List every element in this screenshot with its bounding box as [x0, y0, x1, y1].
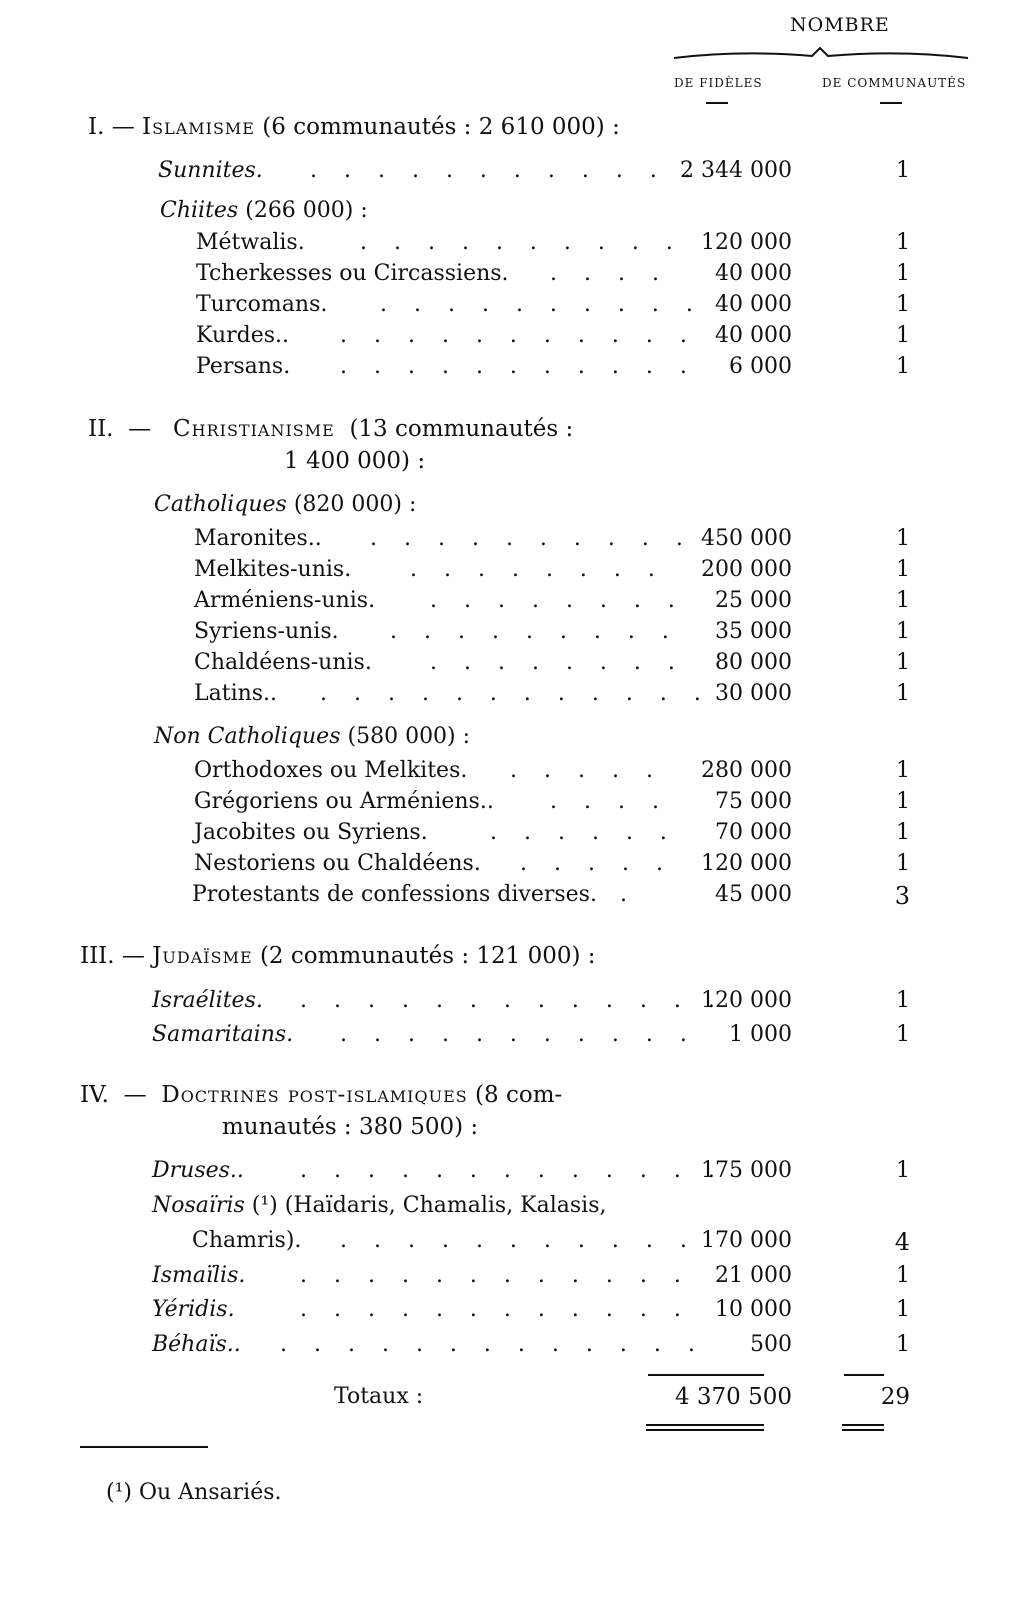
row-communautes: 1: [896, 681, 910, 706]
row-label: Chaldéens-unis.: [194, 650, 372, 675]
table-row: [0, 851, 1020, 881]
leader-dots: . . . . . . . . . . .: [340, 1228, 697, 1253]
leader-dots: . . . . . . . . .: [390, 619, 679, 644]
subgroup-detail: (820 000) :: [293, 492, 417, 517]
row-fideles: 280 000: [701, 758, 792, 783]
row-communautes: 4: [894, 1228, 910, 1256]
row-communautes: 1: [896, 1022, 910, 1047]
subgroup-heading: [0, 492, 1020, 522]
row-fideles: 120 000: [701, 230, 792, 255]
row-fideles: 6 000: [729, 354, 792, 379]
leader-dots: . . . . . . . . . . .: [340, 1022, 697, 1047]
leader-dots: . . . . . . . .: [430, 650, 685, 675]
row-label: Kurdes..: [196, 323, 290, 348]
table-row: [0, 354, 1020, 384]
column-heading-fideles: DE FIDÈLES: [674, 76, 763, 90]
leader-dots: . . . . . .: [490, 820, 677, 845]
leader-dots: . . . . .: [510, 758, 663, 783]
subgroup-heading: [0, 198, 1020, 228]
leader-dots: . . . . . . . . . . . .: [310, 158, 701, 183]
footnote-rule: [80, 1446, 208, 1448]
row-detail: (Haïdaris, Chamalis, Kalasis,: [284, 1193, 607, 1218]
row-label: Latins..: [194, 681, 278, 706]
leader-dots: . . . . .: [520, 851, 673, 876]
row-fideles: 10 000: [715, 1297, 792, 1322]
column-dash: [880, 102, 902, 104]
row-label: Turcomans.: [196, 292, 328, 317]
row-fideles: 200 000: [701, 557, 792, 582]
column-heading-communautes: DE COMMUNAUTÉS: [822, 76, 967, 90]
leader-dots: . . . . . . . . . . . . .: [300, 1158, 725, 1183]
table-row: [0, 650, 1020, 680]
table-row: [0, 820, 1020, 850]
leader-dots: . . . . . . . .: [410, 557, 665, 582]
leader-dots: . . . . . . . . . . . .: [300, 1297, 691, 1322]
subgroup-label: Catholiques: [154, 492, 287, 517]
row-label: Arméniens-unis.: [194, 588, 376, 613]
row-label: Protestants de confessions diverses.: [192, 882, 597, 907]
table-row: [0, 588, 1020, 618]
row-label: Tcherkesses ou Circassiens.: [196, 261, 509, 286]
totals-fideles: 4 370 500: [674, 1384, 792, 1410]
table-row: [0, 882, 1020, 912]
section-heading-christ-cont: 1 400 000) :: [284, 448, 426, 474]
row-communautes: 1: [896, 1158, 910, 1183]
leader-dots: . . . . . . . . . . . . .: [300, 988, 725, 1013]
row-communautes: 1: [896, 1332, 910, 1357]
table-row: [0, 292, 1020, 322]
row-label: Melkites-unis.: [194, 557, 352, 582]
row-fideles: 450 000: [701, 526, 792, 551]
table-row: [0, 988, 1020, 1018]
row-communautes: 1: [896, 1297, 910, 1322]
table-row: [0, 1228, 1020, 1258]
table-row: [0, 1297, 1020, 1327]
row-label: Israélites.: [152, 988, 263, 1013]
table-row: [0, 1332, 1020, 1362]
row-label: Syriens-unis.: [194, 619, 339, 644]
sum-rule: [844, 1374, 884, 1376]
column-dash: [706, 102, 728, 104]
row-communautes: 1: [896, 789, 910, 814]
section-heading-post-cont: munautés : 380 500) :: [222, 1114, 479, 1140]
row-communautes: 1: [896, 158, 910, 183]
row-label: Sunnites.: [158, 158, 263, 183]
table-row-head: [0, 1193, 1020, 1223]
row-label: Nestoriens ou Chaldéens.: [194, 851, 481, 876]
row-communautes: 1: [896, 650, 910, 675]
table-row: [0, 1022, 1020, 1052]
leader-dots: . . . . . . . . . . .: [340, 323, 697, 348]
row-fideles: 120 000: [701, 851, 792, 876]
row-communautes: 1: [896, 526, 910, 551]
row-fideles: 40 000: [715, 323, 792, 348]
row-label: Béhaïs..: [152, 1332, 241, 1357]
table-row: [0, 1263, 1020, 1293]
table-row: [0, 526, 1020, 556]
row-communautes: 1: [896, 851, 910, 876]
table-row: [0, 681, 1020, 711]
sum-rule: [648, 1374, 764, 1376]
row-label: Grégoriens ou Arméniens..: [194, 789, 494, 814]
section-heading-islam: I. — Islamisme (6 communautés : 2 610 000) :: [88, 114, 620, 140]
leader-dots: .: [620, 882, 637, 907]
section-heading-juda: III. — Judaïsme (2 communautés : 121 000) :: [80, 943, 596, 969]
row-label: Yéridis.: [152, 1297, 235, 1322]
row-fideles: 40 000: [715, 261, 792, 286]
leader-dots: . . . . . . . . . . . . .: [280, 1332, 705, 1357]
row-label: Nosaïris: [152, 1193, 245, 1218]
row-communautes: 1: [896, 323, 910, 348]
table-row: [0, 789, 1020, 819]
table-row: [0, 1158, 1020, 1188]
row-label: Orthodoxes ou Melkites.: [194, 758, 468, 783]
table-row: [0, 758, 1020, 788]
row-fideles: 30 000: [715, 681, 792, 706]
leader-dots: . . . . . . . . . .: [370, 526, 693, 551]
row-fideles: 120 000: [701, 988, 792, 1013]
table-row: [0, 158, 1020, 188]
row-communautes: 3: [894, 882, 910, 910]
section-heading-post: IV. — Doctrines post-islamiques (8 com-: [80, 1082, 563, 1108]
footnote-ref: (¹): [251, 1193, 278, 1218]
table-row: [0, 323, 1020, 353]
row-label-cont: Chamris).: [192, 1228, 302, 1253]
subgroup-heading: [0, 724, 1020, 754]
row-communautes: 1: [896, 988, 910, 1013]
row-label: Métwalis.: [196, 230, 305, 255]
row-communautes: 1: [896, 230, 910, 255]
leader-dots: . . . . . . . .: [430, 588, 685, 613]
totals-label: Totaux :: [334, 1384, 424, 1409]
row-fideles: 21 000: [715, 1263, 792, 1288]
row-communautes: 1: [896, 820, 910, 845]
leader-dots: . . . . . . . . . . . .: [300, 1263, 691, 1288]
section-heading-christ: II. — Christianisme (13 communautés :: [88, 416, 574, 442]
row-communautes: 1: [896, 261, 910, 286]
totals-communautes: 29: [880, 1384, 910, 1410]
table-row: [0, 261, 1020, 291]
leader-dots: . . . . . . . . . .: [380, 292, 703, 317]
subgroup-detail: (580 000) :: [347, 724, 471, 749]
row-communautes: 1: [896, 758, 910, 783]
leader-dots: . . . . . . . . . . .: [340, 354, 697, 379]
row-fideles: 175 000: [701, 1158, 792, 1183]
subgroup-detail: (266 000) :: [245, 198, 368, 223]
row-label: Ismaïlis.: [152, 1263, 246, 1288]
header-brace: [672, 46, 972, 66]
row-communautes: 1: [896, 1263, 910, 1288]
row-fideles: 1 000: [729, 1022, 792, 1047]
double-rule: [842, 1424, 884, 1431]
row-label: Persans.: [196, 354, 291, 379]
row-fideles: 40 000: [715, 292, 792, 317]
footnote: (¹) Ou Ansariés.: [106, 1480, 282, 1505]
row-fideles: 500: [750, 1332, 792, 1357]
row-fideles: 45 000: [715, 882, 792, 907]
row-fideles: 80 000: [715, 650, 792, 675]
row-label: Jacobites ou Syriens.: [194, 820, 428, 845]
leader-dots: . . . . . . . . . .: [360, 230, 683, 255]
table-row: [0, 230, 1020, 260]
row-fideles: 75 000: [715, 789, 792, 814]
row-communautes: 1: [896, 588, 910, 613]
table-row: [0, 557, 1020, 587]
leader-dots: . . . .: [550, 789, 669, 814]
row-fideles: 170 000: [701, 1228, 792, 1253]
row-communautes: 1: [896, 619, 910, 644]
leader-dots: . . . .: [550, 261, 669, 286]
row-fideles: 70 000: [715, 820, 792, 845]
row-fideles: 25 000: [715, 588, 792, 613]
row-label: Samaritains.: [152, 1022, 294, 1047]
row-communautes: 1: [896, 292, 910, 317]
subgroup-label: Non Catholiques: [154, 724, 341, 749]
subgroup-label: Chiites: [160, 198, 239, 223]
double-rule: [646, 1424, 764, 1431]
row-communautes: 1: [896, 557, 910, 582]
column-group-heading: NOMBRE: [790, 14, 890, 36]
row-communautes: 1: [896, 354, 910, 379]
table-row: [0, 619, 1020, 649]
totals-row: [0, 1384, 1020, 1414]
row-fideles: 35 000: [715, 619, 792, 644]
row-fideles: 2 344 000: [680, 158, 792, 183]
leader-dots: . . . . . . . . . . . .: [320, 681, 711, 706]
row-label: Druses..: [152, 1158, 244, 1183]
row-label: Maronites..: [194, 526, 322, 551]
